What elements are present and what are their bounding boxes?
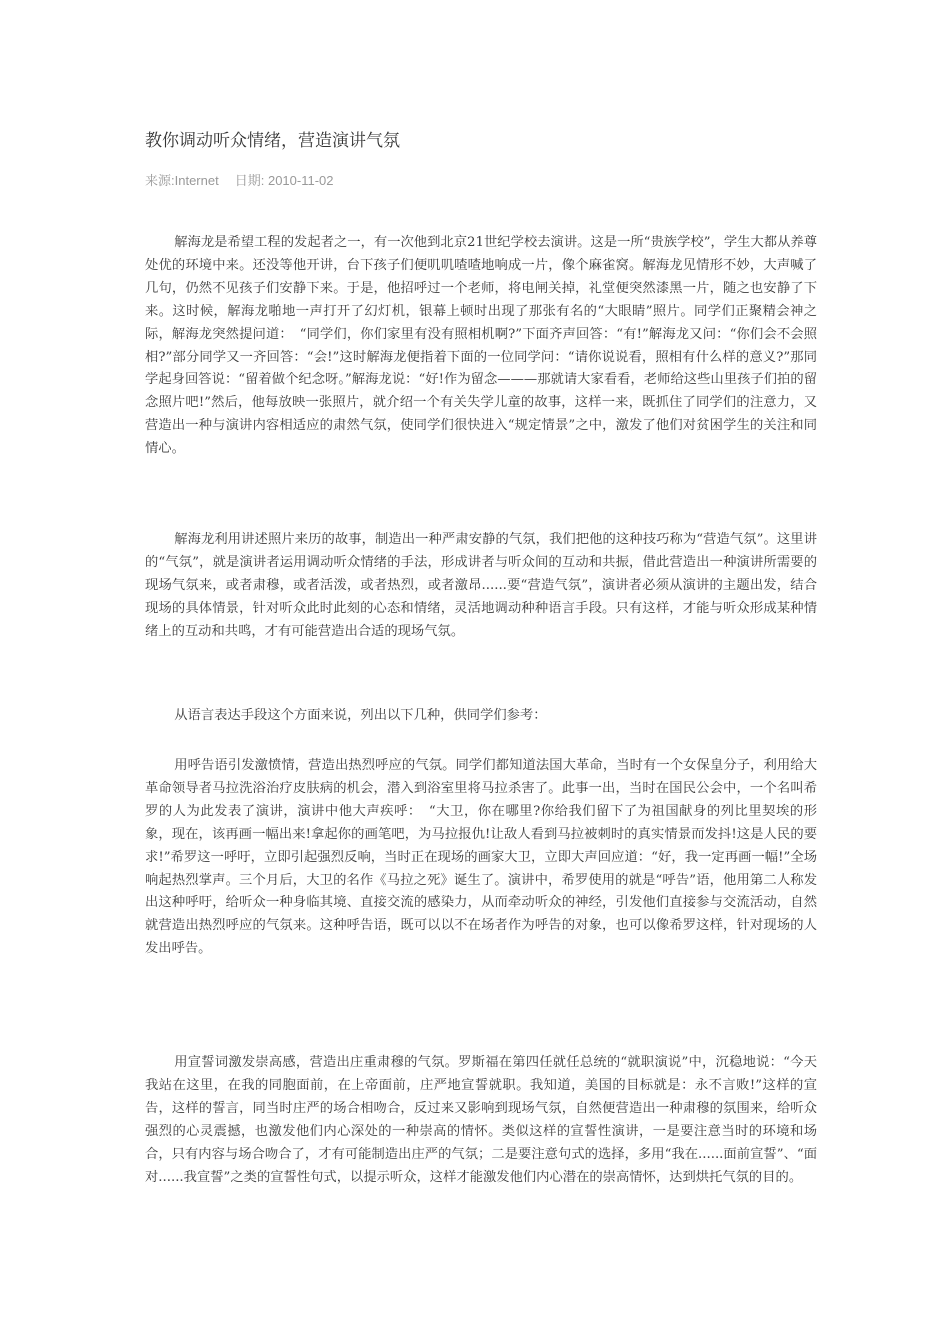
paragraph bbox=[145, 705, 817, 728]
paragraph bbox=[145, 232, 817, 461]
paragraph-text: 解海龙利用讲述照片来历的故事，制造出一种严肃安静的气氛，我们把他的这种技巧称为“营造气氛”。这里讲的“气氛”，就是演讲者运用调动听众情绪的手法，形成讲者与听众间的互动和共振，借此营造出一种演讲所需要的现场气氛来，或者肃穆，或者活泼，或者热烈，或者激昂......要“营造气氛”，演讲者必须从演讲的主题出发，结合现场的具体情景，针对听众此时此刻的心态和情绪，灵活地调动种种语言手段。只有这样，才能与听众形成某种情绪上的互动和共鸣，才有可能营造出合适的现场气氛。 bbox=[145, 532, 817, 639]
paragraph-text: 从语言表达手段这个方面来说，列出以下几种，供同学们参考： bbox=[174, 708, 547, 723]
source-value: Internet bbox=[174, 173, 219, 188]
paragraph bbox=[145, 1052, 817, 1189]
paragraph-text: 用宣誓词激发崇高感，营造出庄重肃穆的气氛。罗斯福在第四任就任总统的“就职演说”中，沉稳地说：“今天我站在这里，在我的同胞面前，在上帝面前，庄严地宣誓就职。我知道，美国的目标就是：永不言败!”这样的宣告，这样的誓言，同当时庄严的场合相吻合，反过来又影响到现场气氛，自然便营造出一种肃穆的氛围来，给听众强烈的心灵震撼，也激发他们内心深处的一种崇高的情怀。类似这样的宣誓性演讲，一是要注意当时的环境和场合，只有内容与场合吻合了，才有可能制造出庄严的气氛；二是要注意句式的选择，多用“我在......面前宣誓”、“面对......我宣誓”之类的宣誓性句式，以提示听众，这样才能激发他们内心潜在的崇高情怀，达到烘托气氛的目的。 bbox=[145, 1055, 817, 1185]
article-meta bbox=[145, 170, 334, 189]
paragraph bbox=[145, 755, 817, 961]
paragraph bbox=[145, 529, 817, 644]
paragraph-text: 用呼告语引发激愤情，营造出热烈呼应的气氛。同学们都知道法国大革命，当时有一个女保皇分子，利用给大革命领导者马拉洗浴治疗皮肤病的机会，潜入到浴室里将马拉杀害了。此事一出，当时在国民公会中，一个名叫希罗的人为此发表了演讲，演讲中他大声疾呼： “大卫，你在哪里?你给我们留下了为祖国献身的列比里契埃的形象，现在，该再画一幅出来!拿起你的画笔吧，为马拉报仇!让敌人看到马拉被刺时的真实情景而发抖!这是人民的要求!”希罗这一呼吁，立即引起强烈反响，当时正在现场的画家大卫，立即大声回应道：“好，我一定再画一幅!”全场响起热烈掌声。三个月后，大卫的名作《马拉之死》诞生了。演讲中，希罗使用的就是“呼告”语，他用第二人称发出这种呼吁，给听众一种身临其境、直接交流的感染力，从而牵动听众的神经，引发他们直接参与交流活动，自然就营造出热烈呼应的气氛来。这种呼告语，既可以以不在场者作为呼告的对象，也可以像希罗这样，针对现场的人发出呼告。 bbox=[145, 758, 817, 957]
article-title: 教你调动听众情绪，营造演讲气氛 bbox=[145, 131, 400, 151]
date-label: 日期: bbox=[234, 173, 265, 188]
date-value: 2010-11-02 bbox=[267, 173, 334, 188]
paragraph-text: 解海龙是希望工程的发起者之一，有一次他到北京21世纪学校去演讲。这是一所“贵族学校”，学生大都从养尊处优的环境中来。还没等他开讲，台下孩子们便叽叽喳喳地响成一片，像个麻雀窝。解海龙见情形不妙，大声喊了几句，仍然不见孩子们安静下来。于是，他招呼过一个老师，将电闸关掉，礼堂便突然漆黑一片，随之也安静了下来。这时候，解海龙啪地一声打开了幻灯机，银幕上顿时出现了那张有名的“大眼睛”照片。同学们正聚精会神之际，解海龙突然提问道： “同学们，你们家里有没有照相机啊?”下面齐声回答：“有!”解海龙又问：“你们会不会照相?”部分同学又一齐回答：“会!”这时解海龙便指着下面的一位同学问：“请你说说看，照相有什么样的意义?”那同学起身回答说：“留着做个纪念呀。”解海龙说：“好!作为留念———那就请大家看看，老师给这些山里孩子们拍的留念照片吧!”然后，他每放映一张照片，就介绍一个有关失学儿童的故事，这样一来，既抓住了同学们的注意力，又营造出一种与演讲内容相适应的肃然气氛，使同学们很快进入“规定情景”之中，激发了他们对贫困学生的关注和同情心。 bbox=[145, 235, 817, 457]
source-label: 来源: bbox=[145, 173, 175, 188]
